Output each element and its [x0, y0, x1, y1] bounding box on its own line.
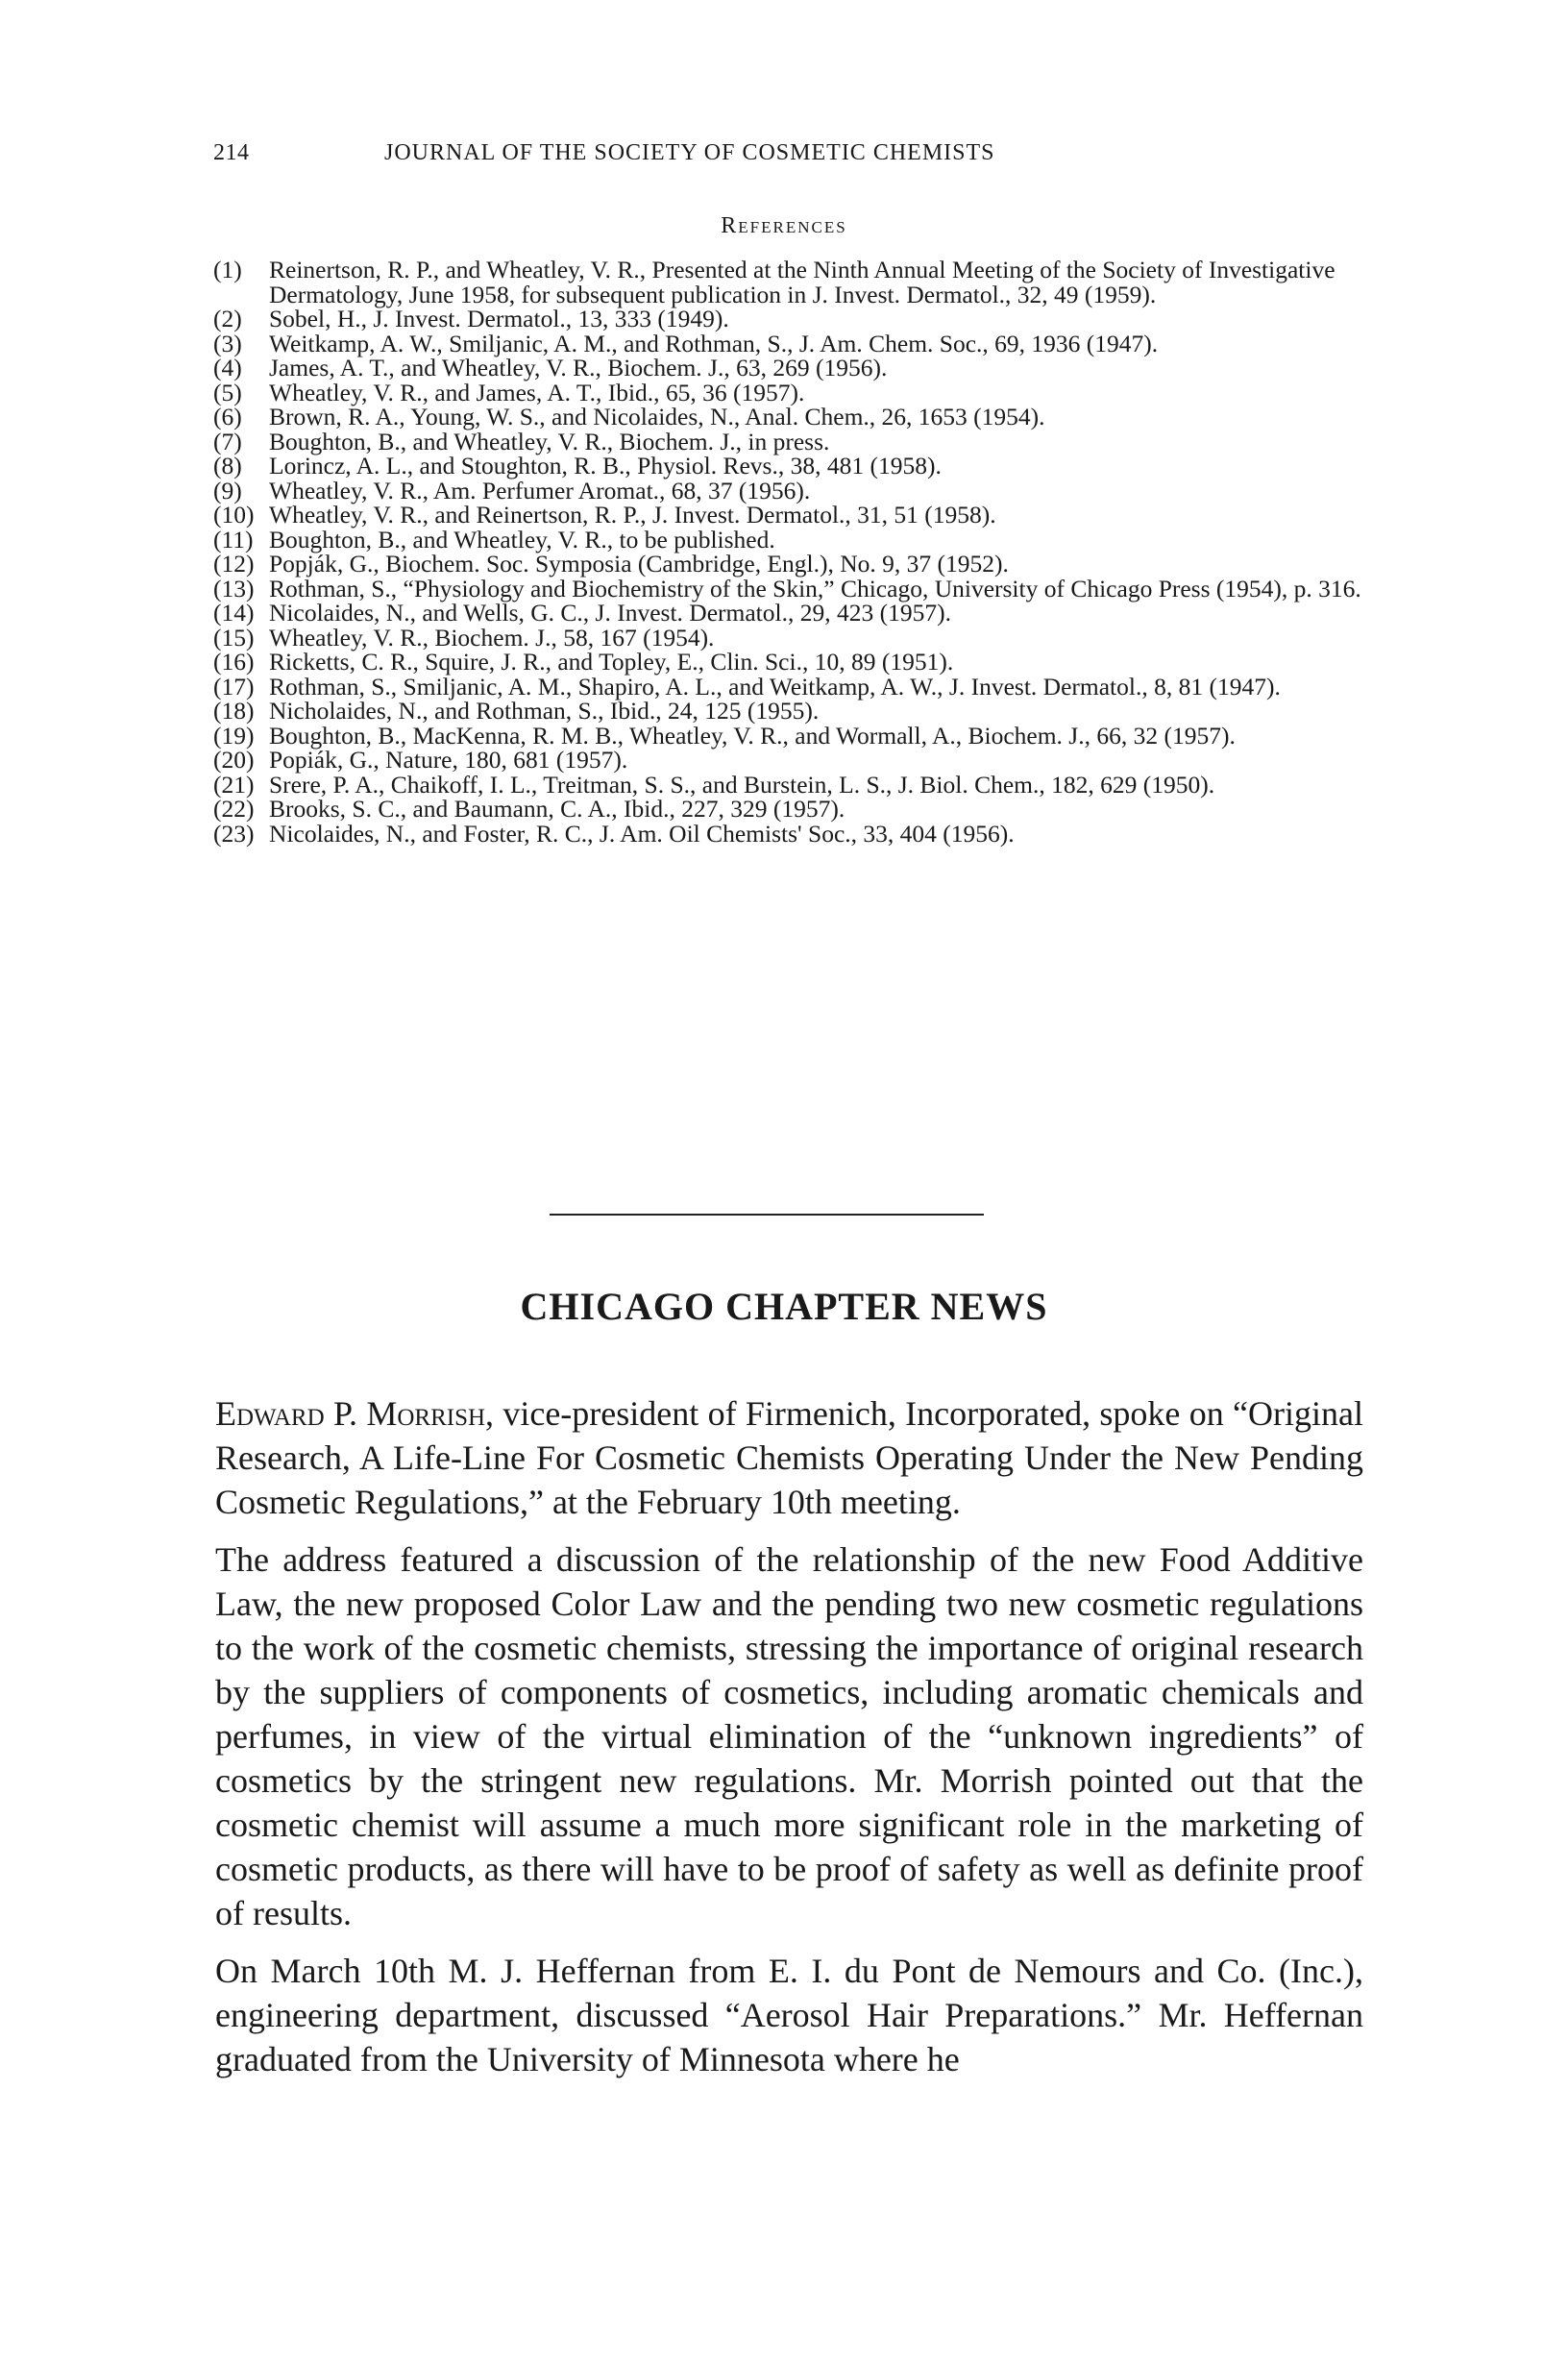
reference-text: Popiák, G., Nature, 180, 681 (1957). [269, 746, 628, 774]
reference-item [213, 329, 1366, 357]
references-heading: References [721, 213, 847, 238]
reference-text: Wheatley, V. R., and James, A. T., Ibid., 65, 36 (1957). [269, 378, 805, 406]
reference-text: Ricketts, C. R., Squire, J. R., and Topley, E., Clin. Sci., 10, 89 (1951). [269, 648, 954, 676]
reference-item [213, 672, 1366, 701]
reference-item [213, 797, 1366, 822]
reference-item [213, 525, 1366, 553]
reference-number: (17) [213, 672, 255, 701]
reference-number: (21) [213, 770, 255, 799]
running-head [213, 140, 1334, 179]
journal-title: JOURNAL OF THE SOCIETY OF COSMETIC CHEMISTS [384, 140, 995, 165]
reference-text: Rothman, S., “Physiology and Biochemistry of the Skin,” Chicago, University of Chicago Press (1954), p. 316. [269, 574, 1361, 602]
reference-item [213, 819, 1366, 848]
reference-text: Wheatley, V. R., Am. Perfumer Aromat., 68, 37 (1956). [269, 476, 811, 504]
reference-item [213, 454, 1366, 479]
reference-item [213, 721, 1366, 750]
reference-number: (14) [213, 599, 255, 627]
reference-item [213, 503, 1366, 528]
references-list [213, 258, 1366, 846]
reference-number: (19) [213, 721, 255, 750]
reference-number: (2) [213, 305, 242, 332]
reference-text: Boughton, B., and Wheatley, V. R., Biochem. J., in press. [269, 427, 830, 455]
reference-number: (1) [213, 256, 242, 283]
reference-text: Popják, G., Biochem. Soc. Symposia (Cambridge, Engl.), No. 9, 37 (1952). [269, 550, 1009, 578]
reference-item [213, 476, 1366, 504]
reference-item [213, 356, 1366, 381]
news-paragraph [215, 1949, 1363, 2081]
reference-item [213, 574, 1366, 602]
reference-text: Nicolaides, N., and Wells, G. C., J. Invest. Dermatol., 29, 423 (1957). [269, 599, 951, 627]
reference-number: (4) [213, 354, 242, 381]
reference-text: Wheatley, V. R., Biochem. J., 58, 167 (1954). [269, 623, 715, 651]
reference-number: (7) [213, 427, 242, 455]
reference-number: (6) [213, 403, 242, 430]
reference-text: James, A. T., and Wheatley, V. R., Biochem. J., 63, 269 (1956). [269, 354, 888, 381]
paragraph-text: On March 10th M. J. Heffernan from E. I. du Pont de Nemours and Co. (Inc.), engineering department, discussed “Aerosol Hair Preparations.” Mr. Heffernan graduated from the University of Minnesota where he [215, 1952, 1363, 2078]
reference-text: Rothman, S., Smiljanic, A. M., Shapiro, A. L., and Weitkamp, A. W., J. Invest. Dermatol., 8, 81 (1947). [269, 672, 1281, 701]
reference-number: (3) [213, 329, 242, 357]
reference-item [213, 699, 1366, 724]
reference-item [213, 427, 1366, 455]
reference-item [213, 601, 1366, 626]
reference-number: (5) [213, 378, 242, 406]
reference-text: Brown, R. A., Young, W. S., and Nicolaides, N., Anal. Chem., 26, 1653 (1954). [269, 403, 1045, 430]
reference-text: Boughton, B., and Wheatley, V. R., to be published. [269, 525, 775, 553]
reference-item [213, 405, 1366, 430]
news-paragraph [215, 1537, 1363, 1935]
reference-text: Sobel, H., J. Invest. Dermatol., 13, 333 (1949). [269, 305, 729, 332]
reference-number: (20) [213, 746, 255, 774]
reference-text: Weitkamp, A. W., Smiljanic, A. M., and Rothman, S., J. Am. Chem. Soc., 69, 1936 (1947). [269, 329, 1159, 357]
reference-number: (10) [213, 501, 255, 529]
reference-number: (11) [213, 525, 254, 553]
reference-item [213, 258, 1366, 307]
reference-text: Brooks, S. C., and Baumann, C. A., Ibid., 227, 329 (1957). [269, 795, 845, 823]
reference-item [213, 623, 1366, 651]
reference-number: (12) [213, 550, 255, 578]
paragraph-text: The address featured a discussion of the relationship of the new Food Additive Law, the new proposed Color Law and the pending two new cosmetic regulations to the work of the cosmetic chemists, stressing the importance of original research by the suppliers of components of cosmetics, including aromatic chemicals and perfumes, in view of the virtual elimination of the “unknown ingredients” of cosmetics by the stringent new regulations. Mr. Morrish pointed out that the cosmetic chemist will assume a much more significant role in the marketing of cosmetic products, as there will have to be proof of safety as well as definite proof of results. [215, 1540, 1363, 1932]
paragraph-text: , vice-president of Firmenich, Incorporated, spoke on “Original Research, A Life-Line For Cosmetic Chemists Operating Under the New Pending Cosmetic Regulations,” at the February 10th meeting. [215, 1394, 1363, 1521]
reference-number: (8) [213, 452, 242, 479]
news-paragraph [215, 1391, 1363, 1524]
reference-text: Lorincz, A. L., and Stoughton, R. B., Physiol. Revs., 38, 481 (1958). [269, 452, 942, 479]
reference-text: Boughton, B., MacKenna, R. M. B., Wheatley, V. R., and Wormall, A., Biochem. J., 66, 32 (1957). [269, 721, 1236, 750]
reference-text: Wheatley, V. R., and Reinertson, R. P., J. Invest. Dermatol., 31, 51 (1958). [269, 501, 996, 529]
reference-number: (9) [213, 476, 242, 504]
reference-item [213, 552, 1366, 577]
reference-text: Nicholaides, N., and Rothman, S., Ibid., 24, 125 (1955). [269, 697, 820, 725]
news-body [215, 1391, 1363, 2095]
reference-text: Reinertson, R. P., and Wheatley, V. R., Presented at the Ninth Annual Meeting of the Society of Investigative Dermatology, June 1958, for subsequent publication in J. Invest. Dermatol., 32, 49 (1959). [269, 256, 1335, 308]
section-separator [550, 1214, 984, 1216]
reference-item [213, 307, 1366, 332]
reference-item [213, 378, 1366, 406]
lead-name: Edward P. Morrish [215, 1394, 486, 1433]
news-title: CHICAGO CHAPTER NEWS [520, 1285, 1048, 1328]
reference-number: (23) [213, 819, 255, 848]
reference-text: Srere, P. A., Chaikoff, I. L., Treitman, S. S., and Burstein, L. S., J. Biol. Chem., 182, 629 (1950). [269, 770, 1215, 799]
reference-text: Nicolaides, N., and Foster, R. C., J. Am. Oil Chemists' Soc., 33, 404 (1956). [269, 819, 1015, 848]
reference-item [213, 770, 1366, 799]
reference-item [213, 650, 1366, 675]
reference-number: (22) [213, 795, 255, 823]
reference-number: (15) [213, 623, 255, 651]
reference-number: (16) [213, 648, 255, 676]
page-number: 214 [213, 140, 250, 165]
reference-number: (18) [213, 697, 255, 725]
reference-item [213, 748, 1366, 773]
reference-number: (13) [213, 574, 255, 602]
